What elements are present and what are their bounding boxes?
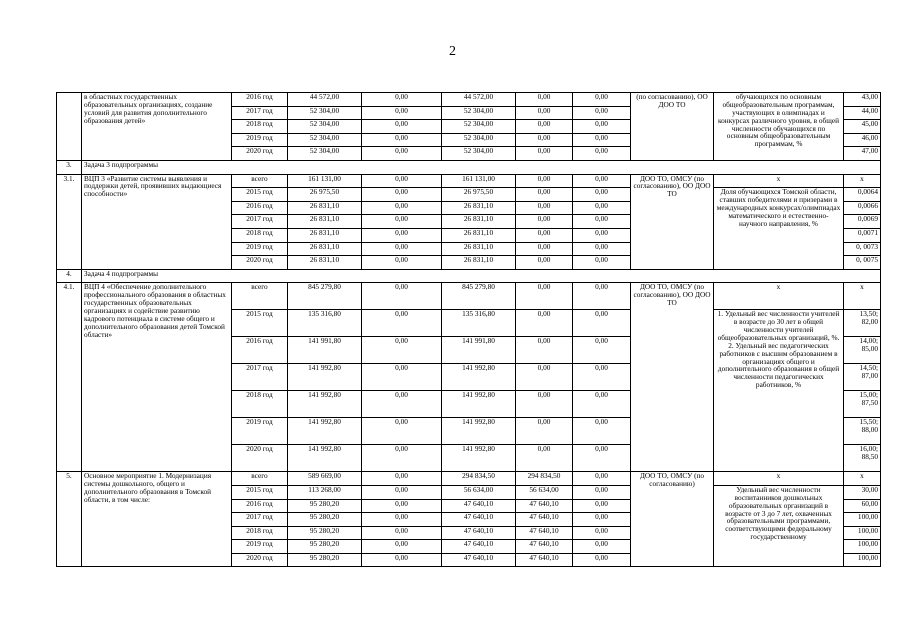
extra-cell: 0,00 [573, 445, 631, 472]
federal-cell: 0,00 [362, 553, 442, 567]
indicator-value: 100,00 [844, 513, 881, 527]
year-cell: 2020 год [232, 553, 288, 567]
indicator-value [844, 391, 881, 418]
total-cell: 141 992,80 [288, 445, 362, 472]
regional-cell: 161 131,00 [442, 174, 516, 188]
indicator-value [844, 418, 881, 445]
total-cell: 52 304,00 [288, 147, 362, 161]
extra-cell: 0,00 [573, 283, 631, 310]
year-cell: 2018 год [232, 391, 288, 418]
activity-title: ВЦП 3 «Развитие системы выявления и поддержки детей, проявивших выдающиеся способности» [82, 174, 232, 269]
table-row [57, 283, 881, 310]
federal-cell: 0,00 [362, 391, 442, 418]
federal-cell: 0,00 [362, 513, 442, 527]
federal-cell: 0,00 [362, 120, 442, 134]
indicator-value [844, 337, 881, 364]
year-cell: 2016 год [232, 93, 288, 107]
extra-cell: 0,00 [573, 485, 631, 499]
indicator-value: 100,00 [844, 540, 881, 554]
value-2: 82,00 [861, 317, 878, 327]
total-cell: 44 572,00 [288, 93, 362, 107]
local-cell: 47 640,10 [516, 499, 573, 513]
extra-cell: 0,00 [573, 391, 631, 418]
total-cell: 95 280,20 [288, 513, 362, 527]
indicator-x: х [714, 472, 844, 486]
regional-cell: 26 975,50 [442, 188, 516, 202]
federal-cell: 0,00 [362, 228, 442, 242]
regional-cell: 135 316,80 [442, 310, 516, 337]
value-x: х [844, 174, 881, 188]
local-cell: 0,00 [516, 445, 573, 472]
year-cell: всего [232, 283, 288, 310]
local-cell: 56 634,00 [516, 485, 573, 499]
regional-cell: 26 831,10 [442, 242, 516, 256]
local-cell: 47 640,10 [516, 553, 573, 567]
federal-cell: 0,00 [362, 472, 442, 486]
year-cell: 2019 год [232, 418, 288, 445]
year-cell: 2020 год [232, 256, 288, 270]
year-cell: 2018 год [232, 120, 288, 134]
federal-cell: 0,00 [362, 174, 442, 188]
federal-cell: 0,00 [362, 215, 442, 229]
extra-cell: 0,00 [573, 93, 631, 107]
indicator-value: 100,00 [844, 553, 881, 567]
year-cell: 2016 год [232, 337, 288, 364]
total-cell: 95 280,20 [288, 540, 362, 554]
table-row [57, 160, 881, 174]
table-row [57, 269, 881, 283]
local-cell: 0,00 [516, 133, 573, 147]
local-cell: 0,00 [516, 215, 573, 229]
extra-cell: 0,00 [573, 472, 631, 486]
extra-cell: 0,00 [573, 215, 631, 229]
federal-cell: 0,00 [362, 201, 442, 215]
extra-cell: 0,00 [573, 513, 631, 527]
indicator-value: 0,0069 [844, 215, 881, 229]
program-table [56, 92, 881, 567]
value-2: 87,50 [861, 398, 878, 408]
indicator-value: 0, 0075 [844, 256, 881, 270]
extra-cell: 0,00 [573, 242, 631, 256]
total-cell: 52 304,00 [288, 133, 362, 147]
indicator-value: 44,00 [844, 106, 881, 120]
local-cell: 0,00 [516, 93, 573, 107]
federal-cell: 0,00 [362, 188, 442, 202]
indicator-value: 43,00 [844, 93, 881, 107]
local-cell: 0,00 [516, 391, 573, 418]
indicator-value: 60,00 [844, 499, 881, 513]
extra-cell: 0,00 [573, 188, 631, 202]
extra-cell: 0,00 [573, 174, 631, 188]
federal-cell: 0,00 [362, 445, 442, 472]
executor-cell: ДОО ТО, ОМСУ (по согласованию), ОО ДОО ТО [631, 174, 714, 269]
extra-cell: 0,00 [573, 106, 631, 120]
total-cell: 26 831,10 [288, 201, 362, 215]
federal-cell: 0,00 [362, 147, 442, 161]
year-cell: 2015 год [232, 485, 288, 499]
regional-cell: 294 834,50 [442, 472, 516, 486]
regional-cell: 26 831,10 [442, 256, 516, 270]
local-cell: 0,00 [516, 310, 573, 337]
federal-cell: 0,00 [362, 133, 442, 147]
extra-cell: 0,00 [573, 133, 631, 147]
local-cell: 0,00 [516, 337, 573, 364]
extra-cell: 0,00 [573, 418, 631, 445]
value-1: 14,00; [859, 336, 878, 346]
local-cell: 0,00 [516, 106, 573, 120]
total-cell: 141 992,80 [288, 418, 362, 445]
federal-cell: 0,00 [362, 499, 442, 513]
federal-cell: 0,00 [362, 418, 442, 445]
total-cell: 161 131,00 [288, 174, 362, 188]
year-cell: 2018 год [232, 228, 288, 242]
table-row [57, 93, 881, 107]
regional-cell: 47 640,10 [442, 553, 516, 567]
indicator-value: 30,00 [844, 485, 881, 499]
local-cell: 47 640,10 [516, 540, 573, 554]
year-cell: 2017 год [232, 215, 288, 229]
regional-cell: 47 640,10 [442, 513, 516, 527]
activity-title: в областных государственных образовательных организациях, создание условий для развития дополнительного образования детей» [82, 93, 232, 161]
local-cell: 0,00 [516, 188, 573, 202]
indicator-value [844, 364, 881, 391]
value-x: х [844, 283, 881, 310]
total-cell: 113 268,00 [288, 485, 362, 499]
extra-cell: 0,00 [573, 337, 631, 364]
federal-cell: 0,00 [362, 526, 442, 540]
total-cell: 26 975,50 [288, 188, 362, 202]
task-num: 4. [57, 269, 82, 283]
regional-cell: 26 831,10 [442, 228, 516, 242]
federal-cell: 0,00 [362, 485, 442, 499]
extra-cell: 0,00 [573, 256, 631, 270]
federal-cell: 0,00 [362, 256, 442, 270]
section-num: 3.1. [57, 174, 82, 269]
section-num: 4.1. [57, 283, 82, 472]
year-cell: всего [232, 174, 288, 188]
executor-cell: ДОО ТО, ОМСУ (по согласованию) [631, 472, 714, 567]
indicator-value: 0,0071 [844, 228, 881, 242]
local-cell: 0,00 [516, 242, 573, 256]
regional-cell: 141 991,80 [442, 337, 516, 364]
regional-cell: 52 304,00 [442, 120, 516, 134]
task-num: 3. [57, 160, 82, 174]
indicator-value: 46,00 [844, 133, 881, 147]
activity-title: Основное мероприятие 1. Модернизация системы дошкольного, общего и дополнительного образования в Томской области, в том числе: [82, 472, 232, 567]
indicator-value: 47,00 [844, 147, 881, 161]
local-cell: 0,00 [516, 174, 573, 188]
federal-cell: 0,00 [362, 106, 442, 120]
total-cell: 135 316,80 [288, 310, 362, 337]
local-cell: 294 834,50 [516, 472, 573, 486]
regional-cell: 26 831,10 [442, 215, 516, 229]
extra-cell: 0,00 [573, 147, 631, 161]
regional-cell: 141 992,80 [442, 391, 516, 418]
local-cell: 47 640,10 [516, 526, 573, 540]
local-cell: 0,00 [516, 283, 573, 310]
indicator-cell: 1. Удельный вес численности учителей в возрасте до 30 лет в общей численности учителей общеобразовательных организаций, %. 2. Удельный вес педагогических работников с высшим образованием в организациях общего и дополнительного образования в общей численности педагогических работников, % [714, 310, 844, 472]
federal-cell: 0,00 [362, 283, 442, 310]
year-cell: 2015 год [232, 188, 288, 202]
local-cell: 0,00 [516, 228, 573, 242]
regional-cell: 47 640,10 [442, 526, 516, 540]
num-cell [57, 93, 82, 161]
extra-cell: 0,00 [573, 499, 631, 513]
indicator-cell: Доля обучающихся Томской области, ставших победителями и призерами в международных конкурсах/олимпиадах математического и естественно-научного направления, % [714, 188, 844, 270]
total-cell: 845 279,80 [288, 283, 362, 310]
year-cell: 2019 год [232, 242, 288, 256]
local-cell: 0,00 [516, 147, 573, 161]
year-cell: 2020 год [232, 147, 288, 161]
federal-cell: 0,00 [362, 93, 442, 107]
year-cell: 2017 год [232, 513, 288, 527]
value-1: 16,00; [859, 444, 878, 454]
total-cell: 26 831,10 [288, 242, 362, 256]
regional-cell: 845 279,80 [442, 283, 516, 310]
federal-cell: 0,00 [362, 337, 442, 364]
value-2: 88,50 [861, 452, 878, 462]
local-cell: 0,00 [516, 120, 573, 134]
regional-cell: 47 640,10 [442, 540, 516, 554]
value-1: 13,50; [859, 309, 878, 319]
regional-cell: 141 992,80 [442, 418, 516, 445]
total-cell: 26 831,10 [288, 256, 362, 270]
year-cell: 2018 год [232, 526, 288, 540]
extra-cell: 0,00 [573, 526, 631, 540]
total-cell: 141 992,80 [288, 391, 362, 418]
regional-cell: 44 572,00 [442, 93, 516, 107]
regional-cell: 56 634,00 [442, 485, 516, 499]
value-2: 87,00 [861, 371, 878, 381]
value-2: 85,00 [861, 344, 878, 354]
local-cell: 47 640,10 [516, 513, 573, 527]
task-label: Задача 4 подпрограммы [82, 269, 881, 283]
year-cell: 2017 год [232, 106, 288, 120]
section-num: 5. [57, 472, 82, 567]
executor-cell: (по согласованию), ОО ДОО ТО [631, 93, 714, 161]
total-cell: 95 280,20 [288, 553, 362, 567]
year-cell: 2016 год [232, 499, 288, 513]
activity-title: ВЦП 4 «Обеспечение дополнительного профессионального образования в областных государственных образовательных организациях и содействие развитию кадрового потенциала в системе общего и дополнительного образования детей Томской области» [82, 283, 232, 472]
extra-cell: 0,00 [573, 540, 631, 554]
extra-cell: 0,00 [573, 553, 631, 567]
value-2: 88,00 [861, 425, 878, 435]
regional-cell: 52 304,00 [442, 106, 516, 120]
total-cell: 52 304,00 [288, 106, 362, 120]
indicator-cell: Удельный вес численности воспитанников дошкольных образовательных организаций в возрасте от 3 до 7 лет, охваченных образовательными программами, соответствующими федеральному государственному [714, 485, 844, 567]
value-1: 14,50; [859, 363, 878, 373]
value-1: 15,50; [859, 417, 878, 427]
indicator-value: 0, 0073 [844, 242, 881, 256]
total-cell: 52 304,00 [288, 120, 362, 134]
total-cell: 141 992,80 [288, 364, 362, 391]
table-row [57, 472, 881, 486]
total-cell: 26 831,10 [288, 215, 362, 229]
indicator-value: 100,00 [844, 526, 881, 540]
indicator-x: х [714, 283, 844, 310]
regional-cell: 141 992,80 [442, 364, 516, 391]
local-cell: 0,00 [516, 364, 573, 391]
regional-cell: 141 992,80 [442, 445, 516, 472]
local-cell: 0,00 [516, 256, 573, 270]
local-cell: 0,00 [516, 201, 573, 215]
extra-cell: 0,00 [573, 364, 631, 391]
indicator-value [844, 310, 881, 337]
total-cell: 95 280,20 [288, 499, 362, 513]
indicator-value [844, 445, 881, 472]
value-1: 15,00; [859, 390, 878, 400]
indicator-value: 45,00 [844, 120, 881, 134]
extra-cell: 0,00 [573, 310, 631, 337]
extra-cell: 0,00 [573, 228, 631, 242]
federal-cell: 0,00 [362, 242, 442, 256]
federal-cell: 0,00 [362, 364, 442, 391]
extra-cell: 0,00 [573, 120, 631, 134]
year-cell: 2019 год [232, 540, 288, 554]
year-cell: 2015 год [232, 310, 288, 337]
year-cell: 2017 год [232, 364, 288, 391]
regional-cell: 52 304,00 [442, 133, 516, 147]
executor-cell: ДОО ТО, ОМСУ (по согласованию), ОО ДОО ТО [631, 283, 714, 472]
indicator-value: 0,0066 [844, 201, 881, 215]
year-cell: 2019 год [232, 133, 288, 147]
federal-cell: 0,00 [362, 540, 442, 554]
total-cell: 26 831,10 [288, 228, 362, 242]
value-x: х [844, 472, 881, 486]
year-cell: 2020 год [232, 445, 288, 472]
indicator-cell: обучающихся по основным общеобразовательным программам, участвующих в олимпиадах и конкурсах различного уровня, в общей численности обучающихся по основным общеобразовательным программам, % [714, 93, 844, 161]
extra-cell: 0,00 [573, 201, 631, 215]
regional-cell: 26 831,10 [442, 201, 516, 215]
total-cell: 95 280,20 [288, 526, 362, 540]
federal-cell: 0,00 [362, 310, 442, 337]
page-number: 2 [449, 44, 456, 59]
table-row [57, 174, 881, 188]
total-cell: 589 669,00 [288, 472, 362, 486]
indicator-x: х [714, 174, 844, 188]
task-label: Задача 3 подпрограммы [82, 160, 881, 174]
indicator-value: 0,0064 [844, 188, 881, 202]
year-cell: всего [232, 472, 288, 486]
year-cell: 2016 год [232, 201, 288, 215]
local-cell: 0,00 [516, 418, 573, 445]
total-cell: 141 991,80 [288, 337, 362, 364]
regional-cell: 47 640,10 [442, 499, 516, 513]
regional-cell: 52 304,00 [442, 147, 516, 161]
